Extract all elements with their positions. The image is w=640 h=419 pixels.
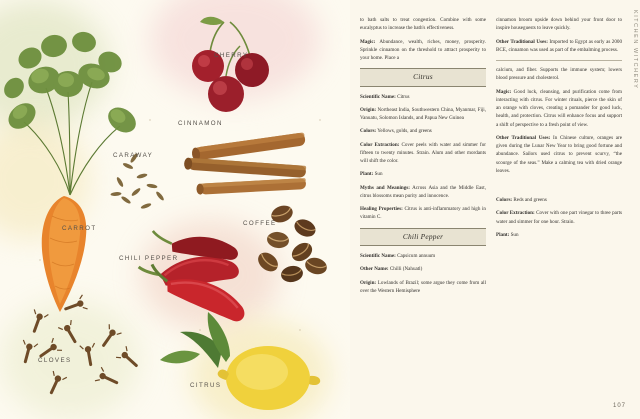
cinnamon-continued-text: to bath salts to treat congestion. Combine with some eucalyptus to increase the bath's effectiveness. bbox=[360, 17, 486, 32]
chili-other-name bbox=[360, 265, 486, 273]
label-chili-pepper: CHILI PEPPER bbox=[119, 255, 179, 262]
citrus-healing-value: Citrus is anti-inflammatory and high in vitamin C. bbox=[360, 206, 486, 221]
page-number: 107 bbox=[612, 403, 626, 409]
citrus-magic-value: Good luck, cleansing, and purification come from interacting with citrus. For winter rituals, pierce the skin of an orange with cloves, creating a pomander for good luck, health, and protection. Citrus will enhance focus and support a shift of perspective to a fresh point of view. bbox=[496, 88, 622, 128]
citrus-color-extraction-label: Color Extraction: bbox=[360, 141, 400, 148]
column-rule bbox=[496, 60, 622, 61]
carrot-greens bbox=[24, 82, 120, 195]
text-page bbox=[350, 0, 640, 419]
chili-colors bbox=[496, 196, 622, 204]
chili-peppers bbox=[139, 225, 251, 322]
coffee-beans bbox=[254, 203, 328, 284]
chili-colors-value: Reds and greens bbox=[512, 197, 547, 203]
chili-origin-label: Origin: bbox=[360, 279, 377, 286]
citrus-color-extraction-value: Cover peels with water and simmer for fifteen to twenty minutes. Strain. Alum and other mordants will shift the color. bbox=[360, 141, 486, 165]
citrus-healing bbox=[360, 205, 486, 222]
chili-origin bbox=[360, 279, 486, 296]
running-head: KITCHEN WITCHERY bbox=[632, 10, 638, 90]
citrus-plant bbox=[360, 170, 486, 178]
citrus-scientific-name bbox=[360, 93, 486, 101]
citrus-traditional-uses bbox=[496, 134, 622, 175]
chili-scientific-name-value: Capsicum annuum bbox=[395, 253, 436, 260]
label-carrot: CARROT bbox=[62, 225, 97, 232]
cinnamon-magic-text: Abundance, wealth, riches, money, prosperity. Sprinkle cinnamon on the threshold to attract prosperity to your home. Place a bbox=[360, 38, 486, 61]
label-caraway: CARAWAY bbox=[113, 152, 154, 159]
text-columns bbox=[360, 16, 622, 394]
citrus-plant-value: Sun bbox=[373, 171, 383, 178]
citrus-colors-label: Colors: bbox=[360, 128, 377, 135]
citrus-colors bbox=[360, 127, 486, 135]
cinnamon-magic-paragraph bbox=[360, 38, 486, 63]
carrot-root bbox=[42, 196, 87, 312]
chili-color-extraction-label: Color Extraction: bbox=[496, 210, 535, 217]
cloves bbox=[18, 295, 143, 397]
chili-color-extraction-value: Cover with one part vinegar to three parts water and simmer for one hour. Strain. bbox=[496, 210, 622, 225]
citrus-healing-label: Healing Properties: bbox=[360, 206, 403, 213]
cinnamon-traditional-label: Other Traditional Uses: bbox=[496, 38, 548, 45]
chili-colors-label: Colors: bbox=[496, 197, 513, 203]
cinnamon-broom-text: cinnamon broom upside down behind your front door to inspire houseguests to leave quickly. bbox=[496, 17, 622, 32]
citrus-myths-label: Myths and Meanings: bbox=[360, 184, 410, 191]
cinnamon-traditional-uses bbox=[496, 38, 622, 55]
label-coffee: COFFEE bbox=[243, 220, 277, 227]
cinnamon-magic-label: Magic: bbox=[360, 38, 376, 45]
citrus-healing-continued: calcium, and fiber. Supports the immune system; lowers blood pressure and cholesterol. bbox=[496, 67, 622, 82]
citrus-magic-label: Magic: bbox=[496, 88, 512, 95]
cherries bbox=[192, 17, 269, 112]
chili-color-extraction bbox=[496, 209, 622, 226]
column-two bbox=[496, 16, 622, 394]
citrus-myths bbox=[360, 184, 486, 201]
citrus-scientific-name-value: Citrus bbox=[395, 93, 410, 100]
section-heading-chili-pepper: Chili Pepper bbox=[360, 228, 486, 246]
citrus-color-extraction bbox=[360, 141, 486, 166]
cinnamon-traditional-text: Imported to Egypt as early as 2000 BCE, cinnamon was used as part of the embalming process. bbox=[496, 38, 622, 53]
caraway-seeds bbox=[110, 152, 165, 209]
chili-other-name-value: Chilli (Nahuatl) bbox=[388, 266, 423, 273]
citrus-traditional-value: In Chinese culture, oranges are given during the Lunar New Year to bring good fortune and abundance. Sailors used citrus to prevent scurvy, “the scourge of the seas.” Make a calming tea with dried orange leaves. bbox=[496, 134, 622, 174]
citrus-origin-label: Origin: bbox=[360, 106, 377, 113]
chili-origin-value: Lowlands of Brazil; some argue they come from all over the Western Hemisphere bbox=[360, 279, 486, 294]
chili-scientific-name-label: Scientific Name: bbox=[360, 253, 396, 260]
chili-scientific-name bbox=[360, 252, 486, 260]
label-cherry: CHERRY bbox=[214, 52, 249, 59]
citrus-origin-value: Northeast India, Southwestern China, Myanmar, Fiji, Vanuatu, Solomon Islands, and Papua New Guinea bbox=[360, 106, 486, 122]
citrus-colors-value: Yellows, golds, and greens bbox=[376, 128, 432, 135]
citrus-magic bbox=[496, 88, 622, 129]
citrus-traditional-label: Other Traditional Uses: bbox=[496, 134, 551, 141]
label-cloves: CLOVES bbox=[38, 357, 72, 364]
citrus-myths-value: Across Asia and the Middle East, citrus blossoms mean purity and innocence. bbox=[360, 184, 486, 199]
citrus-scientific-name-label: Scientific Name: bbox=[360, 93, 396, 100]
label-citrus: CITRUS bbox=[190, 382, 222, 389]
column-one bbox=[360, 16, 486, 394]
chili-other-name-label: Other Name: bbox=[360, 266, 389, 273]
section-heading-citrus: Citrus bbox=[360, 68, 486, 86]
citrus-origin bbox=[360, 106, 486, 123]
chili-plant bbox=[496, 231, 622, 239]
column-spacer bbox=[496, 180, 622, 196]
cinnamon-sticks bbox=[184, 132, 307, 194]
chili-plant-value: Sun bbox=[509, 231, 519, 238]
citrus-plant-label: Plant: bbox=[360, 171, 374, 178]
chili-plant-label: Plant: bbox=[496, 231, 510, 238]
label-cinnamon: CINNAMON bbox=[178, 120, 223, 127]
citrus-lemon bbox=[160, 312, 320, 410]
